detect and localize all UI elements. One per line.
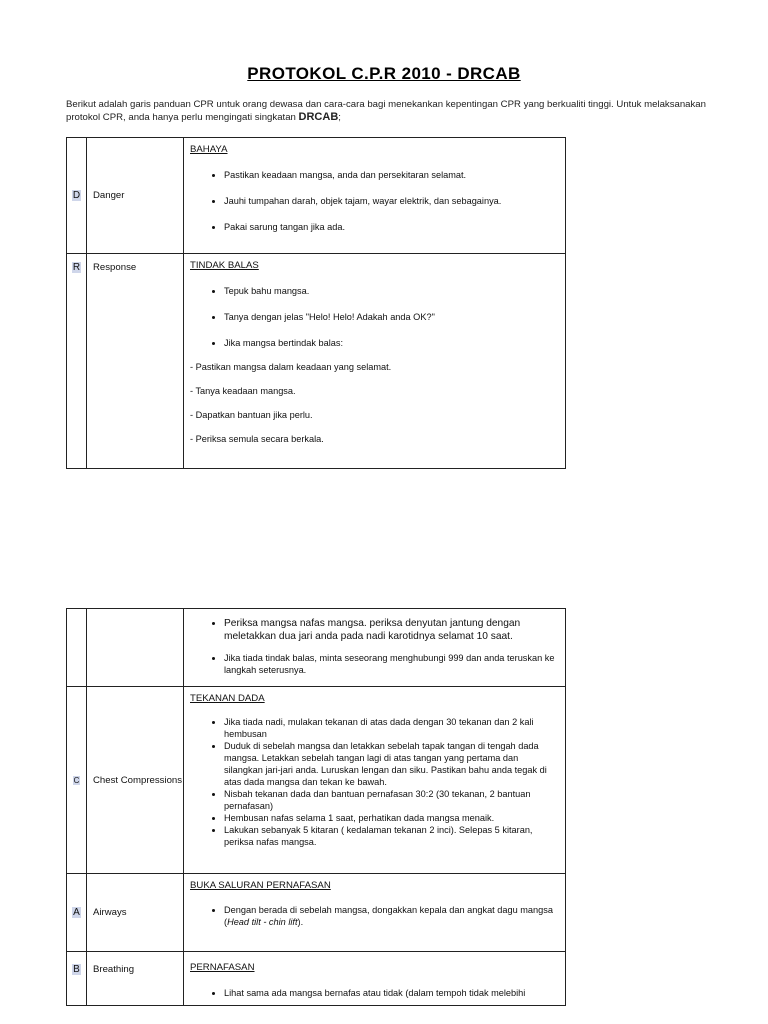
dash-item: - Pastikan mangsa dalam keadaan yang selamat.	[190, 362, 392, 372]
airways-italic: Head tilt - chin lift	[227, 917, 298, 927]
bullet-list	[190, 987, 557, 999]
letter-d: D	[72, 190, 81, 201]
dash-item: - Periksa semula secara berkala.	[190, 434, 324, 444]
step-body-chest	[184, 687, 566, 874]
step-name-empty	[87, 609, 184, 687]
list-item: • Pakai sarung tangan jika ada.	[224, 221, 557, 233]
step-name-airways: Airways	[87, 874, 184, 952]
letter-r: R	[72, 262, 81, 273]
protocol-table-1	[66, 137, 566, 469]
step-body-breathing	[184, 952, 566, 1006]
list-item: • Periksa mangsa nafas mangsa. periksa denyutan jantung dengan meletakkan dua jari anda pada nadi karotidnya selamat 10 saat.	[224, 617, 557, 643]
letter-cell	[67, 254, 87, 469]
step-name-danger: Danger	[87, 138, 184, 254]
list-item: • Jika tiada tindak balas, minta seseorang menghubungi 999 dan anda teruskan ke langkah seterusnya.	[224, 652, 557, 676]
intro-end: ;	[338, 112, 341, 123]
intro-acronym: DRCAB	[298, 111, 339, 123]
table-row-airways	[67, 874, 566, 952]
step-name-chest: Chest Compressions	[87, 687, 184, 874]
bullet-list	[190, 904, 557, 928]
airways-text: Dengan berada di sebelah mangsa, dongakkan kepala dan angkat dagu mangsa (	[224, 905, 553, 927]
letter-cell	[67, 687, 87, 874]
heading-buka-saluran: BUKA SALURAN PERNAFASAN	[190, 880, 331, 891]
letter-cell	[67, 138, 87, 254]
letter-b: B	[73, 964, 80, 975]
list-item: • Nisbah tekanan dada dan bantuan pernafasan 30:2 (30 tekanan, 2 bantuan pernafasan)	[224, 788, 557, 812]
letter-a: A	[73, 907, 80, 918]
document-title: PROTOKOL C.P.R 2010 - DRCAB	[247, 64, 521, 83]
table-row-chest	[67, 687, 566, 874]
table-row-breathing	[67, 952, 566, 1006]
step-name-response: Response	[87, 254, 184, 469]
bullet-list	[190, 716, 557, 848]
airways-end: ).	[297, 917, 304, 927]
protocol-table-2	[66, 608, 566, 1006]
intro-text: Berikut adalah garis panduan CPR untuk orang dewasa dan cara-cara bagi menekankan kepentingan CPR yang berkualiti tinggi. Untuk melaksanakan protokol CPR, anda hanya perlu mengingati singkatan	[66, 99, 706, 123]
bullet-list	[190, 169, 557, 233]
intro-paragraph	[66, 98, 706, 124]
list-item: • Duduk di sebelah mangsa dan letakkan sebelah tapak tangan di tengah dada mangsa. Letakkan sebelah tangan lagi di atas tangan yang pertama dan silangkan jari-jari anda. Luruskan lengan dan siku. Pastikan bahu anda tegak di atas dada mangsa dan tekan ke bawah.	[224, 740, 557, 788]
dash-item: - Dapatkan bantuan jika perlu.	[190, 410, 313, 420]
list-item: • Jauhi tumpahan darah, objek tajam, wayar elektrik, dan sebagainya.	[224, 195, 557, 207]
heading-bahaya: BAHAYA	[190, 144, 228, 155]
letter-cell	[67, 609, 87, 687]
list-item	[224, 904, 557, 928]
step-body-response	[184, 254, 566, 469]
letter-cell	[67, 952, 87, 1006]
table-row-check	[67, 609, 566, 687]
step-name-breathing: Breathing	[87, 952, 184, 1006]
list-item: • Lihat sama ada mangsa bernafas atau tidak (dalam tempoh tidak melebihi	[224, 987, 557, 999]
list-item: • Pastikan keadaan mangsa, anda dan persekitaran selamat.	[224, 169, 557, 181]
step-body-danger	[184, 138, 566, 254]
dash-item: - Tanya keadaan mangsa.	[190, 386, 296, 396]
letter-c: C	[73, 776, 80, 785]
table-row-danger	[67, 138, 566, 254]
bullet-list	[190, 285, 557, 349]
bullet-list	[190, 617, 557, 676]
list-item: • Tepuk bahu mangsa.	[224, 285, 557, 297]
list-item: • Jika tiada nadi, mulakan tekanan di atas dada dengan 30 tekanan dan 2 kali hembusan	[224, 716, 557, 740]
heading-pernafasan: PERNAFASAN	[190, 962, 255, 973]
list-item: • Lakukan sebanyak 5 kitaran ( kedalaman tekanan 2 inci). Selepas 5 kitaran, periksa nafas mangsa.	[224, 824, 557, 848]
list-item: • Hembusan nafas selama 1 saat, perhatikan dada mangsa menaik.	[224, 812, 557, 824]
heading-tindak-balas: TINDAK BALAS	[190, 260, 259, 271]
table-row-response	[67, 254, 566, 469]
step-body-check	[184, 609, 566, 687]
step-body-airways	[184, 874, 566, 952]
list-item: • Jika mangsa bertindak balas:	[224, 337, 557, 349]
heading-tekanan-dada: TEKANAN DADA	[190, 693, 265, 704]
list-item: • Tanya dengan jelas "Helo! Helo! Adakah anda OK?"	[224, 311, 557, 323]
letter-cell	[67, 874, 87, 952]
